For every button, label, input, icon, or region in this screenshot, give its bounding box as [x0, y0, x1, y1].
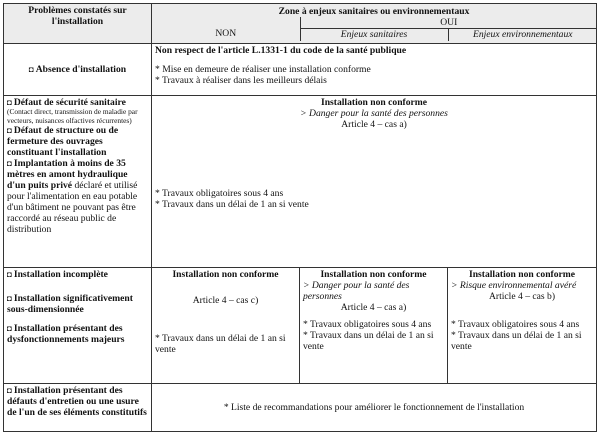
incomplete-env-item: * Travaux obligatoires sous 4 ans [451, 319, 580, 330]
header-enjeux-environnementaux: Enjeux environnementaux [472, 29, 573, 40]
checkbox-square-icon: ◘ [7, 294, 12, 303]
consequence-incomplete-environnement [448, 268, 597, 384]
problem-securite [4, 96, 152, 268]
incomplete-env-danger: > Risque environnemental avéré [451, 280, 577, 291]
checkbox-square-icon: ◘ [28, 65, 34, 74]
header-problems [4, 4, 152, 44]
conformity-table [3, 3, 597, 432]
checkbox-square-icon: ◘ [7, 386, 12, 395]
row-absence [4, 44, 597, 96]
consequence-securite [152, 96, 597, 268]
securite-item: * Travaux obligatoires sous 4 ans [155, 188, 284, 199]
securite-title: Installation non conforme [320, 97, 428, 108]
consequence-absence [152, 44, 597, 96]
entretien-text: * Liste de recommandations pour améliorer le fonctionnement de l'installation [223, 402, 525, 413]
header-oui: OUI [300, 17, 597, 29]
consequence-incomplete-sanitaire [300, 268, 448, 384]
checkbox-square-icon: ◘ [7, 98, 12, 107]
problem-implantation-rest: déclaré et utilisé pour l'alimentation en eau potable d'un bâtiment ne pouvant pas être raccordé au réseau public de distribution [7, 180, 138, 236]
header-zone-label: Zone à enjeux sanitaires ou environnementaux [278, 6, 470, 17]
checkbox-square-icon: ◘ [7, 126, 12, 136]
header-non: NON [152, 17, 300, 41]
securite-article: Article 4 – cas a) [341, 119, 407, 130]
problem-incomplete [4, 268, 152, 384]
consequence-incomplete-non [152, 268, 300, 384]
problem-dysfonctionnements-label: Installation présentant des dysfonctionnements majeurs [7, 323, 125, 345]
incomplete-env-title: Installation non conforme [468, 269, 576, 280]
incomplete-san-title: Installation non conforme [320, 269, 427, 280]
header-enjeux-sanitaires: Enjeux sanitaires [300, 29, 448, 42]
row-incomplete [4, 268, 597, 384]
problem-incomplete-label: Installation incomplète [13, 269, 108, 280]
incomplete-non-article: Article 4 – cas c) [192, 295, 259, 306]
problem-absence [4, 44, 152, 96]
securite-item: * Travaux dans un délai de 1 an si vente [155, 199, 309, 210]
problem-structure-title: Défaut de structure ou de fermeture des ouvrages constituant l'installation [7, 125, 119, 159]
header-sub-table [152, 17, 597, 41]
row-entretien [4, 384, 597, 432]
incomplete-san-item: * Travaux obligatoires sous 4 ans [303, 319, 432, 330]
problem-absence-label: Absence d'installation [35, 64, 127, 75]
absence-item: * Mise en demeure de réaliser une installation conforme [155, 64, 371, 75]
checkbox-square-icon: ◘ [7, 270, 12, 279]
problem-securite-note: (Contact direct, transmission de maladie par vecteurs, nuisances olfactives récurrentes) [7, 107, 138, 125]
incomplete-env-article: Article 4 – cas b) [488, 291, 556, 302]
securite-danger: > Danger pour la santé des personnes [300, 108, 448, 119]
absence-title: Non respect de l'article L.1331-1 du code de la santé publique [155, 45, 407, 56]
problem-securite-title: Défaut de sécurité sanitaire [13, 97, 126, 108]
incomplete-san-article: Article 4 – cas a) [340, 302, 407, 313]
problem-entretien-label: Installation présentant des défauts d'entretien ou une usure de l'un de ses éléments constitutifs [7, 385, 147, 418]
header-row [4, 4, 597, 44]
problem-entretien [4, 384, 152, 432]
consequence-entretien [152, 384, 597, 432]
incomplete-non-item: * Travaux dans un délai de 1 an si vente [155, 333, 286, 355]
header-problems-label: Problèmes constatés sur l'installation [28, 5, 127, 27]
header-zone [152, 4, 597, 44]
incomplete-san-item: * Travaux dans un délai de 1 an si vente [303, 330, 434, 352]
checkbox-square-icon: ◘ [7, 324, 12, 333]
incomplete-non-title: Installation non conforme [172, 269, 279, 280]
incomplete-env-item: * Travaux dans un délai de 1 an si vente [451, 330, 582, 352]
checkbox-square-icon: ◘ [7, 159, 12, 169]
incomplete-san-danger: > Danger pour la santé des personnes [303, 280, 410, 302]
problem-implantation-title: Implantation à moins de 35 mètres en amont hydraulique d'un puits privé [7, 158, 128, 192]
absence-item: * Travaux à réaliser dans les meilleurs délais [155, 75, 327, 86]
row-securite [4, 96, 597, 268]
problem-sous-dimensionnee-label: Installation significativement sous-dimensionnée [7, 293, 133, 315]
